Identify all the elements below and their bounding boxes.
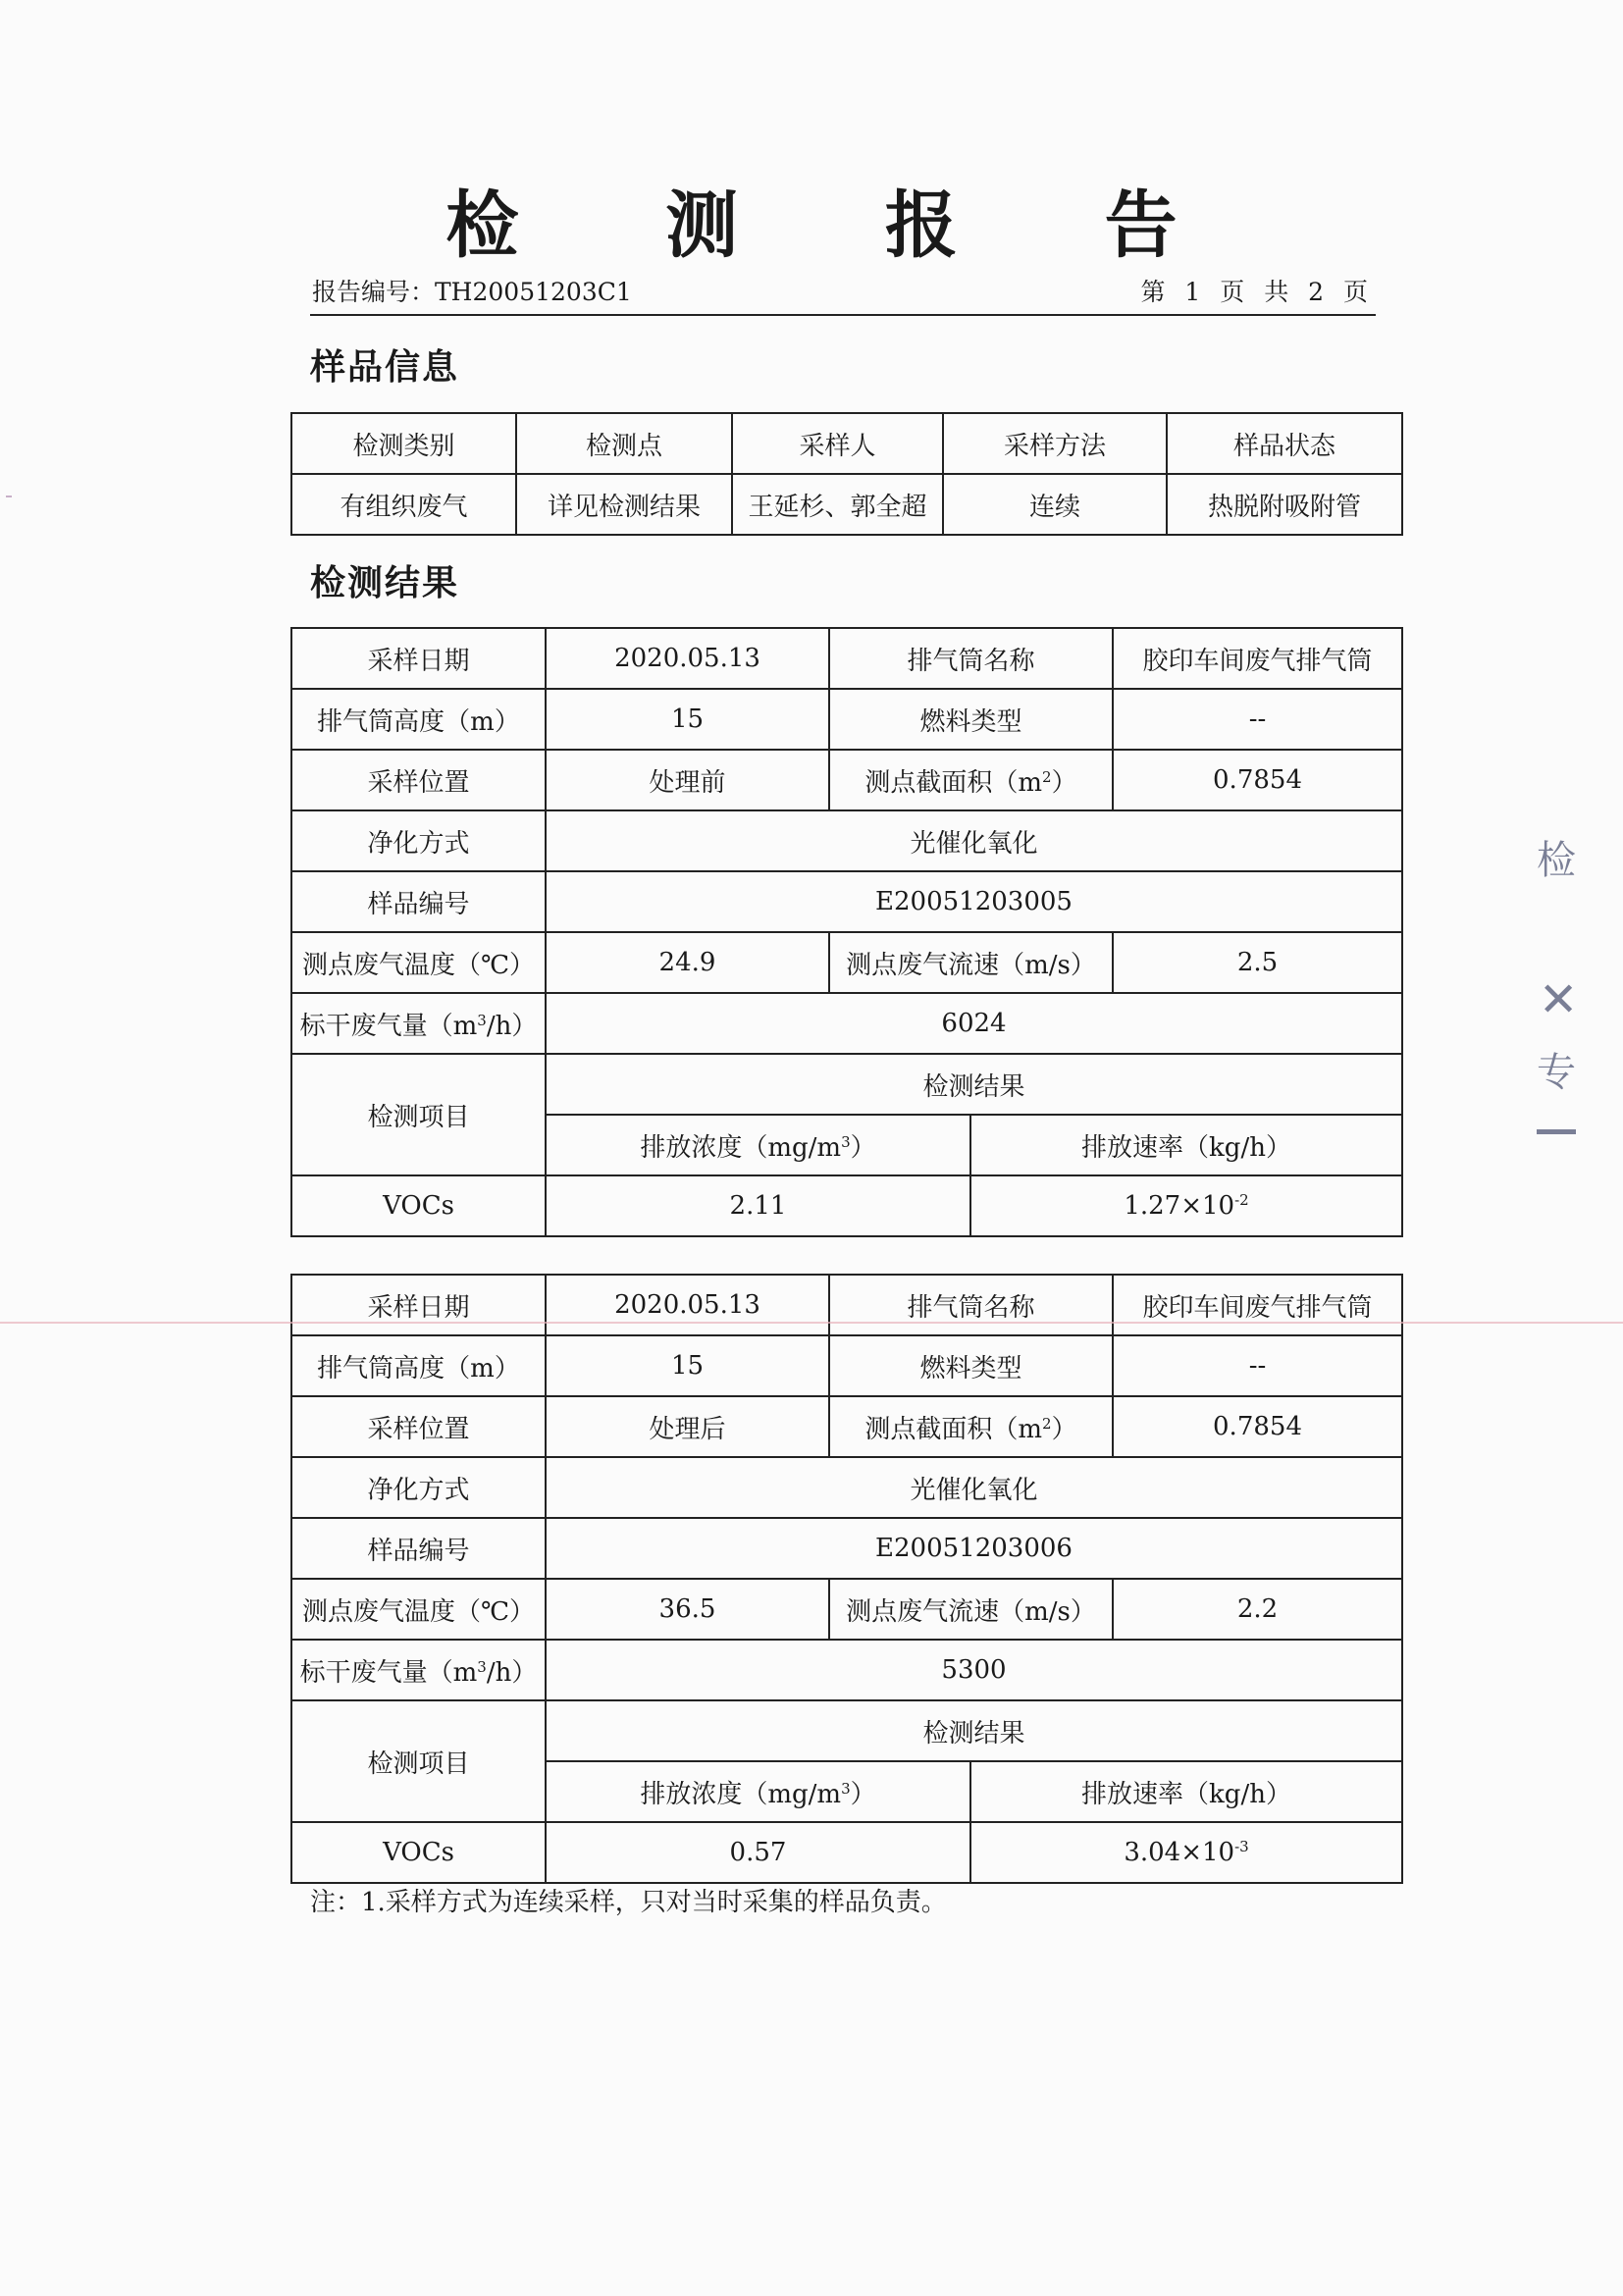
sample-info-table [290, 412, 1403, 536]
value-cell: 0.57 [546, 1822, 970, 1883]
value-cell: E20051203006 [546, 1518, 1402, 1579]
label-cell: 排气筒高度（m） [291, 689, 546, 750]
header-cell: 采样方法 [943, 413, 1167, 474]
label-text: /h） [486, 1657, 538, 1688]
label-text: 测点截面积（m [864, 1414, 1043, 1444]
table-row [291, 1396, 1402, 1457]
value-cell: 热脱附吸附管 [1167, 474, 1402, 535]
value-cell: 有组织废气 [291, 474, 516, 535]
result-table-2 [290, 1274, 1403, 1884]
rate-base: 3.04×10 [1124, 1838, 1235, 1867]
table-row [291, 689, 1402, 750]
table-row [291, 750, 1402, 810]
item-cell: VOCs [291, 1175, 546, 1236]
header-cell: 检测类别 [291, 413, 516, 474]
value-cell: 连续 [943, 474, 1167, 535]
value-cell: 处理后 [546, 1396, 829, 1457]
table-row [291, 628, 1402, 689]
report-note: 注：1.采样方式为连续采样，只对当时采集的样品负责。 [310, 1888, 947, 1917]
star-icon: ✕ [1539, 972, 1579, 1027]
label-cell [546, 1761, 970, 1822]
value-cell: 2.5 [1113, 932, 1402, 993]
report-number: 报告编号：TH20051203C1 [312, 278, 632, 306]
label-cell [829, 750, 1113, 810]
value-cell: 15 [546, 1335, 829, 1396]
scan-artifact-line [0, 1322, 1623, 1324]
label-cell [546, 1115, 970, 1175]
stamp-char-top: 检 [1537, 838, 1576, 883]
label-cell: 样品编号 [291, 1518, 546, 1579]
value-cell: 0.7854 [1113, 1396, 1402, 1457]
value-cell: -- [1113, 689, 1402, 750]
table-row [291, 1822, 1402, 1883]
value-cell: 胶印车间废气排气筒 [1113, 628, 1402, 689]
value-cell: 王延杉、郭全超 [732, 474, 943, 535]
results-heading: 检测结果 [310, 562, 460, 603]
result-table-1 [290, 627, 1403, 1237]
report-meta-row [310, 273, 1376, 316]
value-cell: E20051203005 [546, 871, 1402, 932]
table-row [291, 1335, 1402, 1396]
label-cell: 排放速率（kg/h） [970, 1761, 1402, 1822]
sample-info-value-row [291, 474, 1402, 535]
label-cell: 净化方式 [291, 1457, 546, 1518]
table-row [291, 993, 1402, 1054]
label-cell [829, 1396, 1113, 1457]
item-cell: VOCs [291, 1822, 546, 1883]
value-cell: 0.7854 [1113, 750, 1402, 810]
table-row [291, 810, 1402, 871]
label-text: ） [850, 1779, 876, 1809]
value-cell: 详见检测结果 [516, 474, 732, 535]
label-cell: 样品编号 [291, 871, 546, 932]
value-cell: 胶印车间废气排气筒 [1113, 1275, 1402, 1335]
value-cell: 光催化氧化 [546, 1457, 1402, 1518]
label-cell: 排气筒高度（m） [291, 1335, 546, 1396]
partial-seal-stamp [1537, 838, 1579, 1153]
label-cell: 采样日期 [291, 628, 546, 689]
label-text: ） [1051, 767, 1077, 798]
table-row [291, 932, 1402, 993]
label-text: ） [1051, 1414, 1077, 1444]
value-cell: 2020.05.13 [546, 628, 829, 689]
value-cell: 2.2 [1113, 1579, 1402, 1640]
table-row [291, 1275, 1402, 1335]
scan-edge-mark [6, 496, 12, 497]
stamp-bar [1537, 1129, 1576, 1134]
label-text: 排放浓度（mg/m [640, 1132, 842, 1163]
value-cell: 2.11 [546, 1175, 970, 1236]
value-cell: 24.9 [546, 932, 829, 993]
label-superscript: 2 [1042, 767, 1052, 786]
value-cell: 6024 [546, 993, 1402, 1054]
report-title: 检 测 报 告 [445, 183, 1238, 268]
label-text: /h） [486, 1011, 538, 1041]
label-text: ） [850, 1132, 876, 1163]
label-cell: 采样日期 [291, 1275, 546, 1335]
label-text: 测点截面积（m [864, 767, 1043, 798]
table-row [291, 1175, 1402, 1236]
label-text: 标干废气量（m [299, 1011, 478, 1041]
label-cell: 净化方式 [291, 810, 546, 871]
page-indicator: 第 1 页 共 2 页 [1140, 278, 1374, 306]
value-cell: 2020.05.13 [546, 1275, 829, 1335]
label-cell: 测点废气流速（m/s） [829, 932, 1113, 993]
label-text: 标干废气量（m [299, 1657, 478, 1688]
label-cell: 检测项目 [291, 1054, 546, 1175]
rate-exponent: -2 [1234, 1191, 1249, 1209]
value-cell: 处理前 [546, 750, 829, 810]
value-cell [970, 1175, 1402, 1236]
label-superscript: 2 [1042, 1414, 1052, 1433]
label-superscript: 3 [841, 1779, 851, 1798]
label-cell: 检测项目 [291, 1700, 546, 1822]
label-cell: 排气筒名称 [829, 628, 1113, 689]
stamp-char-bottom: 专 [1537, 1050, 1576, 1095]
label-cell: 采样位置 [291, 750, 546, 810]
label-cell: 测点废气温度（℃） [291, 932, 546, 993]
table-row [291, 1054, 1402, 1115]
value-cell [970, 1822, 1402, 1883]
rate-base: 1.27×10 [1124, 1191, 1235, 1221]
label-cell: 检测结果 [546, 1054, 1402, 1115]
label-text: 排放浓度（mg/m [640, 1779, 842, 1809]
value-cell: 5300 [546, 1640, 1402, 1700]
label-cell: 检测结果 [546, 1700, 1402, 1761]
table-row [291, 1579, 1402, 1640]
header-cell: 检测点 [516, 413, 732, 474]
value-cell: -- [1113, 1335, 1402, 1396]
table-row [291, 1518, 1402, 1579]
label-cell [291, 1640, 546, 1700]
label-cell: 排气筒名称 [829, 1275, 1113, 1335]
value-cell: 15 [546, 689, 829, 750]
table-row [291, 1700, 1402, 1761]
label-cell [291, 993, 546, 1054]
table-row [291, 871, 1402, 932]
table-row [291, 1640, 1402, 1700]
label-cell: 燃料类型 [829, 1335, 1113, 1396]
label-cell: 采样位置 [291, 1396, 546, 1457]
label-superscript: 3 [477, 1011, 487, 1029]
header-cell: 采样人 [732, 413, 943, 474]
label-cell: 燃料类型 [829, 689, 1113, 750]
sample-info-header-row [291, 413, 1402, 474]
rate-exponent: -3 [1234, 1838, 1249, 1855]
value-cell: 36.5 [546, 1579, 829, 1640]
label-cell: 测点废气流速（m/s） [829, 1579, 1113, 1640]
header-cell: 样品状态 [1167, 413, 1402, 474]
label-superscript: 3 [841, 1132, 851, 1151]
table-row [291, 1457, 1402, 1518]
label-cell: 排放速率（kg/h） [970, 1115, 1402, 1175]
value-cell: 光催化氧化 [546, 810, 1402, 871]
sample-info-heading: 样品信息 [310, 346, 460, 388]
label-superscript: 3 [477, 1657, 487, 1676]
label-cell: 测点废气温度（℃） [291, 1579, 546, 1640]
